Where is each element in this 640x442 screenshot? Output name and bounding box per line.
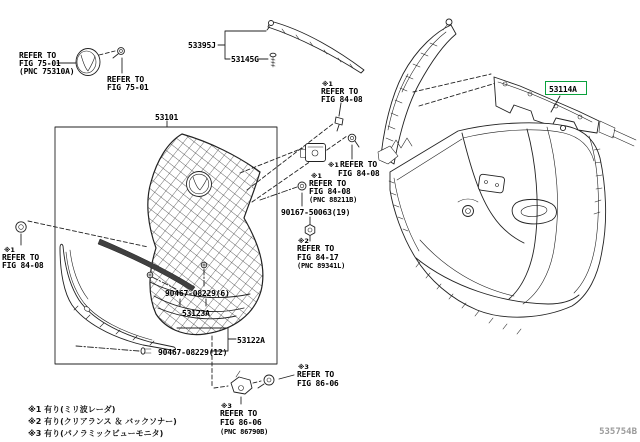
legend-line-1: ※1 有り(ミリ波レーダ) — [28, 405, 116, 414]
rivet-c-art — [76, 346, 151, 354]
ref-clip-top-line1[interactable]: REFER TO — [321, 87, 358, 96]
grommet-art — [253, 375, 294, 388]
ref-mid-radar-line3[interactable]: (PNC 88211B) — [309, 196, 358, 204]
ref-emblem-line2[interactable]: FIG 75-01 — [19, 59, 61, 68]
camera-bracket-art — [212, 336, 252, 404]
ref-left-nut-mark: ※1 — [4, 246, 15, 254]
ref-bolt-top-line1[interactable]: REFER TO — [107, 75, 144, 84]
ref-mid-radar-line1[interactable]: REFER TO — [309, 179, 346, 188]
ref-8417-mark: ※2 — [298, 237, 309, 245]
ref-8417-line3[interactable]: (PNC 89341L) — [297, 262, 346, 270]
ref-left-nut-line1[interactable]: REFER TO — [2, 253, 39, 262]
label-part-90467-6[interactable]: 90467-08229(6) — [165, 289, 230, 298]
ref-8606-grommet-line1[interactable]: REFER TO — [297, 370, 334, 379]
ref-emblem-line3[interactable]: (PNC 75310A) — [19, 67, 75, 76]
bolt-radar-art — [260, 182, 306, 206]
ref-8417-line2[interactable]: FIG 84-17 — [297, 253, 339, 262]
ref-8606-camera-line3[interactable]: (PNC 86790B) — [220, 428, 269, 436]
ref-8606-camera-line2[interactable]: FIG 86-06 — [220, 418, 262, 427]
ref-mid-bolt-line1[interactable]: REFER TO — [340, 160, 377, 169]
ref-8417-line1[interactable]: REFER TO — [297, 244, 334, 253]
label-part-90167[interactable]: 90167-50063(19) — [281, 208, 351, 217]
label-part-53145g[interactable]: 53145G — [231, 55, 259, 64]
label-part-53123a[interactable]: 53123A — [182, 309, 210, 318]
ref-left-nut-line2[interactable]: FIG 84-08 — [2, 261, 44, 270]
label-part-53395j[interactable]: 53395J — [188, 41, 216, 50]
left-nut-art — [16, 221, 148, 247]
ref-bolt-top-line2[interactable]: FIG 75-01 — [107, 83, 149, 92]
label-part-53101[interactable]: 53101 — [155, 113, 179, 122]
label-part-53122a[interactable]: 53122A — [237, 336, 265, 345]
grille-art — [148, 134, 263, 335]
clip-top-art — [247, 103, 343, 190]
legend-line-3: ※3 有り(パノラミックビューモニタ) — [28, 429, 164, 438]
ref-8606-camera-mark: ※3 — [221, 402, 232, 410]
trim-strip-53395j-art — [218, 21, 364, 74]
label-part-90467-12[interactable]: 90467-08229(12) — [158, 348, 228, 357]
drawing-number: 535754B — [599, 427, 637, 437]
ref-emblem-line1[interactable]: REFER TO — [19, 51, 56, 60]
ref-8606-camera-line1[interactable]: REFER TO — [220, 409, 257, 418]
label-part-53114a-highlighted[interactable]: 53114A — [549, 85, 577, 94]
ref-clip-top-line2[interactable]: FIG 84-08 — [321, 95, 363, 104]
ref-mid-bolt-line2[interactable]: FIG 84-08 — [338, 169, 380, 178]
ref-mid-radar-mark: ※1 — [311, 172, 322, 180]
ref-mid-radar-line2[interactable]: FIG 84-08 — [309, 187, 351, 196]
leader-bracket-dashes — [413, 74, 496, 106]
ref-8606-grommet-mark: ※3 — [298, 363, 309, 371]
ref-clip-top-mark: ※1 — [322, 80, 333, 88]
bumper-cover-art — [389, 123, 606, 334]
ref-mid-bolt-mark: ※1 — [328, 161, 339, 169]
ref-8606-grommet-line2[interactable]: FIG 86-06 — [297, 379, 339, 388]
screw-53145g-art — [270, 53, 276, 67]
legend-line-2: ※2 有り(クリアランス ＆ バックソナー) — [28, 417, 177, 426]
